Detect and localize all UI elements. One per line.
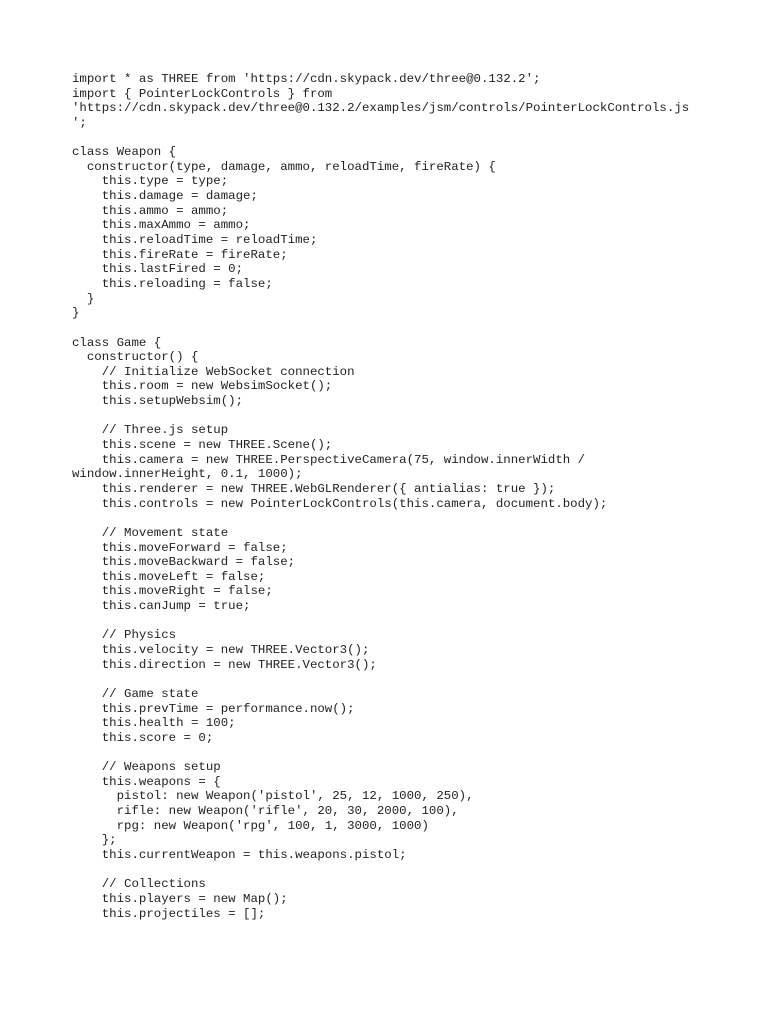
code-line	[72, 614, 712, 629]
code-line: this.room = new WebsimSocket();	[72, 379, 333, 394]
code-listing	[72, 72, 712, 921]
code-line	[72, 863, 712, 878]
code-line: this.prevTime = performance.now();	[72, 701, 355, 716]
code-line: this.players = new Map();	[72, 891, 288, 906]
code-line: this.camera = new THREE.PerspectiveCamera(75, window.innerWidth /	[72, 452, 586, 467]
code-line: this.score = 0;	[72, 730, 214, 745]
code-line: this.projectiles = [];	[72, 906, 266, 921]
code-line: this.maxAmmo = ammo;	[72, 218, 251, 233]
code-line: this.type = type;	[72, 174, 229, 189]
code-line: }	[72, 291, 95, 306]
code-line: this.moveForward = false;	[72, 540, 288, 555]
code-line: // Physics	[72, 628, 177, 643]
code-line: this.moveLeft = false;	[72, 569, 266, 584]
code-line: };	[72, 833, 117, 848]
code-line: this.renderer = new THREE.WebGLRenderer({ antialias: true });	[72, 481, 556, 496]
code-line: constructor() {	[72, 350, 199, 365]
code-line: class Game {	[72, 335, 162, 350]
code-line: this.canJump = true;	[72, 599, 251, 614]
code-line: this.velocity = new THREE.Vector3();	[72, 642, 370, 657]
code-line: // Movement state	[72, 525, 229, 540]
code-line	[72, 745, 712, 760]
code-line: this.setupWebsim();	[72, 394, 244, 409]
code-line: this.direction = new THREE.Vector3();	[72, 657, 377, 672]
code-line: constructor(type, damage, ammo, reloadTime, fireRate) {	[72, 159, 496, 174]
code-line: this.currentWeapon = this.weapons.pistol;	[72, 847, 407, 862]
code-line: import * as THREE from 'https://cdn.skypack.dev/three@0.132.2';	[72, 72, 541, 86]
code-line: import { PointerLockControls } from	[72, 86, 333, 101]
code-line: // Weapons setup	[72, 760, 221, 775]
code-line: pistol: new Weapon('pistol', 25, 12, 1000, 250),	[72, 789, 474, 804]
code-line	[72, 131, 712, 146]
code-line: this.ammo = ammo;	[72, 203, 229, 218]
code-line: this.moveRight = false;	[72, 584, 273, 599]
code-line: rifle: new Weapon('rifle', 20, 30, 2000, 100),	[72, 804, 459, 819]
code-line: // Initialize WebSocket connection	[72, 364, 355, 379]
code-line: // Collections	[72, 877, 206, 892]
code-line: class Weapon {	[72, 145, 177, 160]
code-line	[72, 321, 712, 336]
code-line: this.damage = damage;	[72, 189, 258, 204]
code-line	[72, 672, 712, 687]
code-line: this.weapons = {	[72, 774, 221, 789]
code-line: }	[72, 306, 80, 321]
code-line: this.reloading = false;	[72, 276, 273, 291]
code-line: this.controls = new PointerLockControls(this.camera, document.body);	[72, 496, 608, 511]
code-line: ';	[72, 115, 87, 130]
code-line: this.fireRate = fireRate;	[72, 247, 288, 262]
code-line: this.health = 100;	[72, 716, 236, 731]
code-line: window.innerHeight, 0.1, 1000);	[72, 467, 303, 482]
code-line: 'https://cdn.skypack.dev/three@0.132.2/examples/jsm/controls/PointerLockControls.js	[72, 101, 690, 116]
code-line: this.reloadTime = reloadTime;	[72, 233, 318, 248]
code-line: // Game state	[72, 686, 199, 701]
code-line: this.lastFired = 0;	[72, 262, 244, 277]
code-line: this.scene = new THREE.Scene();	[72, 438, 333, 453]
code-line	[72, 511, 712, 526]
code-line: rpg: new Weapon('rpg', 100, 1, 3000, 1000)	[72, 818, 429, 833]
code-line: // Three.js setup	[72, 423, 229, 438]
code-line: this.moveBackward = false;	[72, 555, 296, 570]
code-line	[72, 409, 712, 424]
